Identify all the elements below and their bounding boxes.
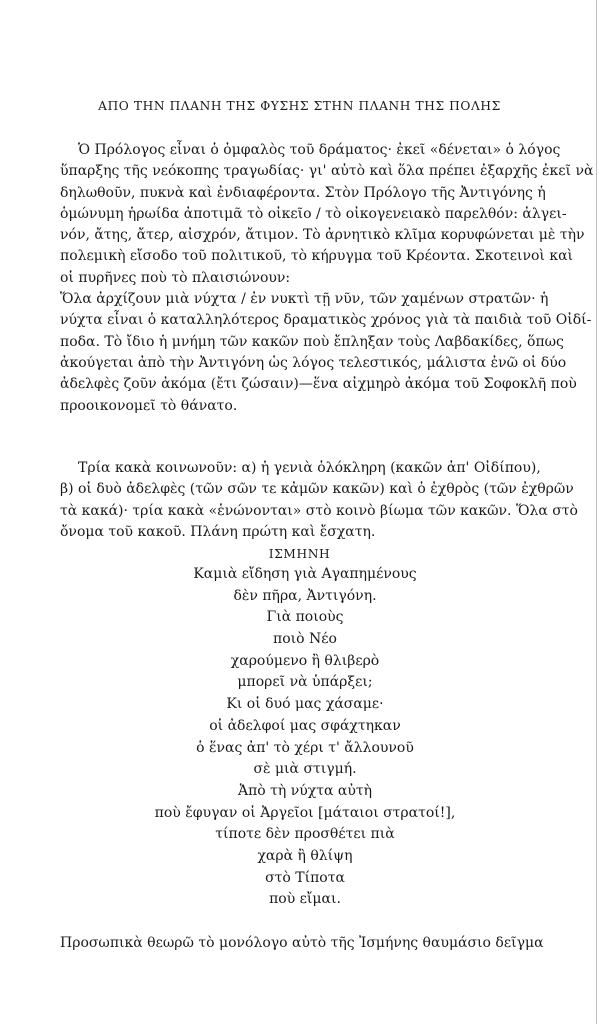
- poem-line: χαρὰ ἢ θλίψη: [257, 847, 353, 864]
- text-line: πολεμικὴ εἴσοδο τοῦ πολιτικοῦ, τὸ κήρυγμα τοῦ Κρέοντα. Σκοτεινοὶ καὶ: [60, 248, 574, 265]
- text-line: Ὁ Πρόλογος εἶναι ὁ ὀμφαλὸς τοῦ δράματος· ἐκεῖ «δένεται» ὁ λόγος: [78, 142, 561, 158]
- chapter-heading: ΑΠΟ ΤΗΝ ΠΛΑΝΗ ΤΗΣ ΦΥΣΗΣ ΣΤΗΝ ΠΛΑΝΗ ΤΗΣ ΠΟΛΗΣ: [98, 99, 501, 113]
- text-line: οἱ πυρῆνες ποὺ τὸ πλαισιώνουν:: [60, 269, 291, 286]
- poem-line: Γιὰ ποιοὺς: [266, 609, 344, 626]
- page-edge-line: [596, 0, 597, 1024]
- text-line: νύχτα εἶναι ὁ καταλληλότερος δραματικὸς χρόνος γιὰ τὰ παιδιὰ τοῦ Οἰδί-: [60, 312, 592, 329]
- poem-line: οἱ ἀδελφοί μας σφάχτηκαν: [209, 717, 401, 734]
- text-line: Ὅλα ἀρχίζουν μιὰ νύχτα / ἐν νυκτὶ τῇ νῦν, τῶν χαμένων στρατῶν· ἡ: [60, 291, 549, 308]
- text-line: προοικονομεῖ τὸ θάνατο.: [60, 397, 238, 414]
- text-line: β) οἱ δυὸ ἀδελφὲς (τῶν σῶν τε κἀμῶν κακῶν) καὶ ὁ ἐχθρὸς (τῶν ἐχθρῶν: [60, 481, 574, 498]
- poem-line: ποὺ ἔφυγαν οἱ Ἀργεῖοι [μάταιοι στρατοί!],: [154, 804, 456, 821]
- speaker-name: ΙΣΜΗΝΗ: [268, 547, 331, 561]
- paragraph-1: [60, 140, 594, 417]
- poem-line: τίποτε δὲν προσθέτει πιὰ: [215, 826, 395, 843]
- poem-line: ποὺ εἴμαι.: [269, 891, 341, 908]
- text-line: Τρία κακὰ κοινωνοῦν: α) ἡ γενιὰ ὁλόκληρη (κακῶν ἀπ' Οἰδίπου),: [78, 460, 541, 476]
- text-line: ἀδελφὲς ζοῦν ἀκόμα (ἔτι ζώσαιν)—ἕνα αἰχμηρὸ ἀκόμα τοῦ Σοφοκλῆ ποὺ: [60, 376, 577, 393]
- poem-line: σὲ μιὰ στιγμή.: [253, 761, 357, 778]
- poem-line: μπορεῖ νὰ ὑπάρξει;: [237, 674, 373, 691]
- final-paragraph-line: Προσωπικὰ θεωρῶ τὸ μονόλογο αὐτὸ τῆς Ἰσμήνης θαυμάσιο δεῖγμα: [60, 935, 544, 951]
- text-line: ἀκούγεται ἀπὸ τὴν Ἀντιγόνη ὡς λόγος τελεστικός, μάλιστα ἐνῶ οἱ δύο: [60, 354, 567, 371]
- poem-line: Καμιὰ εἴδηση γιὰ Αγαπημένους: [193, 566, 417, 582]
- text-line: τὰ κακά)· τρία κακὰ «ἑνώνονται» στὸ κοινὸ βίωμα τῶν κακῶν. Ὅλα στὸ: [60, 502, 578, 519]
- text-line: δηλωθοῦν, πυκνὰ καὶ ἐνδιαφέροντα. Στὸν Πρόλογο τῆς Ἀντιγόνης ἡ: [60, 184, 546, 201]
- poem-line: ποιὸ Νέο: [273, 631, 337, 648]
- poem-line: δὲν πῆρα, Ἀντιγόνη.: [233, 587, 377, 604]
- text-line: ὄνομα τοῦ κακοῦ. Πλάνη πρώτη καὶ ἔσχατη.: [60, 523, 376, 540]
- poem-line: Κι οἱ δυό μας χάσαμε·: [226, 696, 384, 713]
- poem-line: στὸ Τίποτα: [265, 869, 345, 886]
- text-line: ὕπαρξης τῆς νεόκοπης τραγωδίας· γι' αὐτὸ καὶ ὅλα πρέπει ἐξαρχῆς ἐκεῖ νὰ: [60, 163, 594, 180]
- paragraph-2: [60, 458, 578, 543]
- poem-line: χαρούμενο ἢ θλιβερὸ: [230, 652, 380, 669]
- poem-line: Ἀπὸ τὴ νύχτα αὐτὴ: [237, 782, 373, 799]
- text-line: ποδα. Τὸ ἴδιο ἡ μνήμη τῶν κακῶν ποὺ ἔπληξαν τοὺς Λαβδακίδες, ὅπως: [60, 333, 564, 350]
- poem-block: [60, 564, 550, 911]
- poem-line: ὁ ἕνας ἀπ' τὸ χέρι τ' ἄλλουνοῦ: [196, 739, 414, 756]
- text-line: νόν, ἄτης, ἄτερ, αἰσχρόν, ἄτιμον. Τὸ ἀρνητικὸ κλῖμα κορυφώνεται μὲ τὴν: [60, 227, 585, 244]
- text-line: ὁμώνυμη ἡρωίδα ἀποτιμᾶ τὸ οἰκεῖο / τὸ οἰκογενειακὸ παρελθόν: ἀλγει-: [60, 205, 567, 222]
